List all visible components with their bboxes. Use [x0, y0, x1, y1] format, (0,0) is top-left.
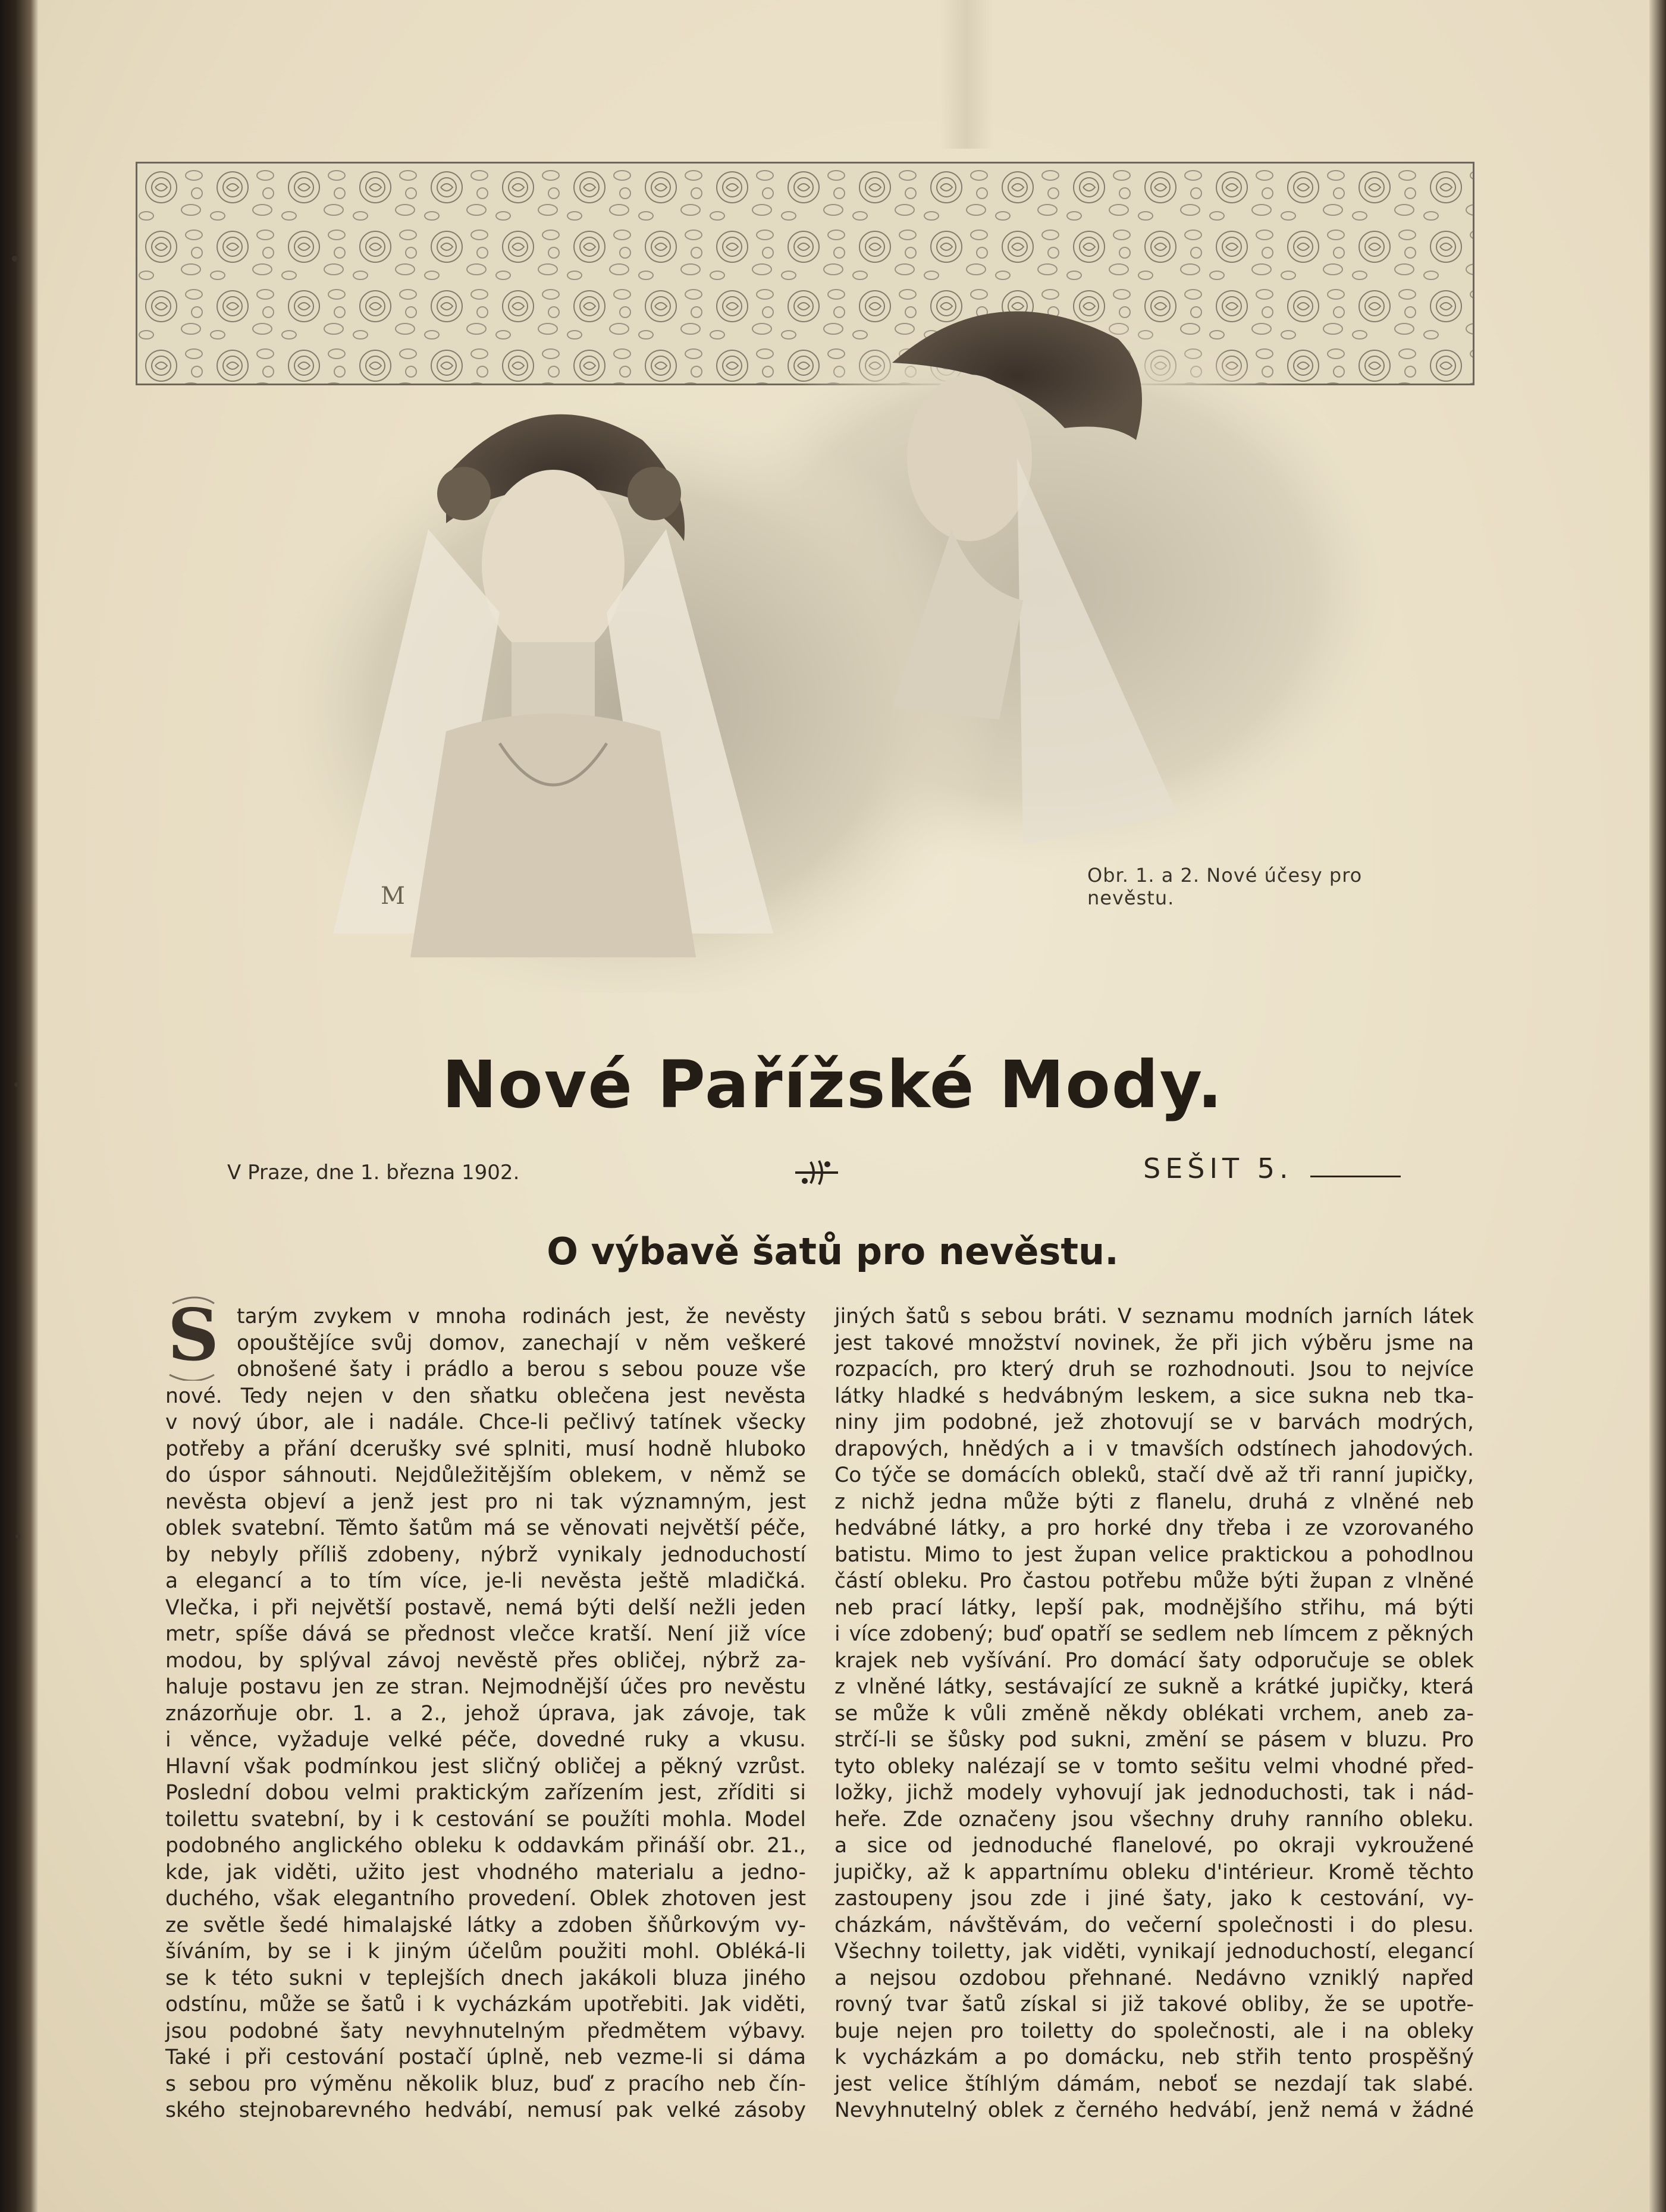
text-line: podobného anglického obleku k oddavkám přináší obr. 21., — [165, 1834, 806, 1858]
text-line: neb prací látky, lepší pak, modnějšího střihu, má býti — [834, 1595, 1474, 1620]
text-line: Vlečka, i při největší postavě, nemá býti delší nežli jeden — [165, 1595, 806, 1620]
text-line: niny jim podobné, jež zhotovují se v barvách modrých, — [834, 1410, 1474, 1434]
text-line: duchého, však elegantního provedení. Oblek zhotoven jest — [165, 1887, 806, 1911]
text-line: opouštějíce svůj domov, zanechají v něm veškeré — [237, 1331, 806, 1355]
text-line: rozpacích, pro který druh se rozhodnouti. Jsou to nejvíce — [834, 1358, 1474, 1381]
text-line: jupičky, až k appartnímu obleku d'intérieur. Kromě těchto — [834, 1860, 1474, 1884]
text-line: i více zdobený; buď opatří se sedlem neb límcem z pěkných — [834, 1622, 1474, 1646]
text-line: se k této sukni v teplejších dnech jakákoli bluza jiného — [165, 1966, 806, 1990]
text-line: ložky, jichž modely vyhovují jak jednoduchosti, tak i nád- — [834, 1781, 1474, 1805]
text-line: heře. Zde označeny jsou všechny druhy ranního obleku. — [834, 1807, 1474, 1831]
binding-hole — [12, 256, 18, 262]
article-column-left — [165, 1303, 806, 2124]
text-line: Co týče se domácích obleků, stačí dvě až tři ranní jupičky, — [834, 1463, 1474, 1487]
text-line: nové. Tedy nejen v den sňatku oblečena jest nevěsta — [165, 1384, 806, 1408]
dropcap-letter: S — [167, 1293, 219, 1377]
figure-caption: Obr. 1. a 2. Nové účesy pro nevěstu. — [1087, 864, 1363, 909]
text-line: Také i při cestování postačí úplně, neb vezme-li si dáma — [165, 2046, 806, 2069]
text-line: Hlavní však podmínkou jest sličný obličej a pěkný vzrůst. — [165, 1754, 806, 1779]
text-line: do úspor sáhnouti. Nejdůležitějším oblekem, v němž se — [165, 1463, 806, 1487]
text-line: ského stejnobarevného hedvábí, nemusí pak velké zásoby — [165, 2098, 806, 2122]
page-edge — [1649, 0, 1666, 2212]
text-line: a sice od jednoduché flanelové, po okraji vykroužené — [834, 1834, 1474, 1858]
text-line: by nebyly příliš zdobeny, nýbrž vynikaly jednoduchostí — [165, 1542, 806, 1567]
text-line: se může k vůli změně někdy oblékati vrchem, aneb za- — [834, 1701, 1474, 1726]
text-line: znázorňuje obr. 1. a 2., jehož úprava, jak závoje, tak — [165, 1701, 806, 1726]
artist-monogram: M — [381, 882, 405, 910]
text-line: krajek neb vyšívání. Pro domácí šaty odporučuje se oblek — [834, 1648, 1474, 1673]
article-title: O výbavě šatů pro nevěstu. — [547, 1230, 1119, 1273]
text-line: i věnce, vyžaduje velké péče, dovedné ruky a vkusu. — [165, 1728, 806, 1752]
text-line: kde, jak viděti, užito jest vhodného materialu a jedno- — [165, 1860, 806, 1884]
text-line: látky hladké s hedvábným leskem, a sice sukna neb tka- — [834, 1384, 1474, 1408]
text-line: Všechny toiletty, jak viděti, vynikají jednoduchostí, elegancí — [834, 1940, 1474, 1963]
text-line: částí obleku. Pro častou potřebu může býti župan z vlněné — [834, 1569, 1474, 1593]
fleuron-ornament-icon — [793, 1156, 840, 1189]
text-line: buje nejen pro toiletty do společnosti, ale i na obleky — [834, 2019, 1474, 2043]
text-line: metr, spíše dává se přednost vlečce kratší. Není již více — [165, 1622, 806, 1646]
text-line: nevěsta objeví a jenž jest pro ni tak významným, jest — [165, 1490, 806, 1514]
text-line: šíváním, by se i k jiným účelům použiti mohl. Obléká-li — [165, 1940, 806, 1963]
text-line: haluje postavu jen ze stran. Nejmodnější účes pro nevěstu — [165, 1675, 806, 1699]
text-line: jiných šatů s sebou bráti. V seznamu modních jarních látek — [834, 1305, 1474, 1328]
text-line: a elegancí a to tím více, je-li nevěsta ještě mladičká. — [165, 1569, 806, 1593]
dateline: V Praze, dne 1. března 1902. — [227, 1161, 520, 1184]
text-line: s sebou pro výměnu několik bluz, buď z pracího neb čín- — [165, 2072, 806, 2096]
text-line: jest takové množství novinek, že při jich výběru jsme na — [834, 1331, 1474, 1355]
paper-tab-shadow — [940, 0, 993, 149]
text-line: z vlněné látky, sestávající ze sukně a krátké jupičky, která — [834, 1675, 1474, 1699]
text-line: ze světle šedé himalajské látky a zdoben šňůrkovým vy- — [165, 1913, 806, 1937]
binding-hole — [14, 1082, 19, 1087]
masthead-title: Nové Pařížské Mody. — [442, 1047, 1223, 1123]
text-line: odstínu, může se šatů i k vycházkám upotřebiti. Jak viděti, — [165, 1993, 806, 2016]
issue-rule — [1310, 1176, 1401, 1177]
issue-number: SEŠIT 5. — [1143, 1152, 1293, 1184]
text-line: z nichž jedna může býti z flanelu, druhá z vlněné neb — [834, 1490, 1474, 1514]
text-line: rovný tvar šatů získal si již takové obliby, že se upotře- — [834, 1993, 1474, 2016]
text-line: tarým zvykem v mnoha rodinách jest, že nevěsty — [237, 1305, 806, 1328]
text-line: Poslední dobou velmi praktickým zařízením jest, zříditi si — [165, 1781, 806, 1805]
text-line: strčí-li se šůsky pod sukni, změní se pásem v bluzu. Pro — [834, 1728, 1474, 1752]
text-line: tyto obleky nalézají se v tomto sešitu velmi vhodné před- — [834, 1754, 1474, 1779]
binding-hole — [15, 1534, 20, 1539]
text-line: oblek svatební. Těmto šatům má se věnovati největší péče, — [165, 1516, 806, 1540]
text-line: jest velice štíhlým dámám, neboť se nezdají tak slabé. — [834, 2072, 1474, 2096]
text-line: cházkám, návštěvám, do večerní společnosti i do plesu. — [834, 1913, 1474, 1937]
text-line: zastoupeny jsou zde i jiné šaty, jako k cestování, vy- — [834, 1887, 1474, 1911]
text-line: potřeby a přání dcerušky své splniti, musí hodně hluboko — [165, 1437, 806, 1461]
text-line: hedvábné látky, a pro horké dny třeba i ze vzorovaného — [834, 1516, 1474, 1540]
text-line: batistu. Mimo to jest župan velice praktickou a pohodlnou — [834, 1542, 1474, 1567]
text-line: Nevyhnutelný oblek z černého hedvábí, jenž nemá v žádné — [834, 2098, 1474, 2122]
text-line: toilettu svatební, by i k cestování se použíti mohla. Model — [165, 1807, 806, 1831]
text-line: drapových, hnědých a i v tmavších odstínech jahodových. — [834, 1437, 1474, 1461]
text-line: obnošené šaty i prádlo a berou s sebou pouze vše — [237, 1358, 806, 1381]
book-binding — [0, 0, 38, 2212]
text-line: k vycházkám a po domácku, neb střih tento prospěšný — [834, 2046, 1474, 2069]
text-line: v nový úbor, ale i nadále. Chce-li pečlivý tatínek všecky — [165, 1410, 806, 1434]
text-line: modou, by splýval závoj nevěstě přes obličej, nýbrž za- — [165, 1648, 806, 1673]
text-line: a nejsou ozdobou přehnané. Nedávno vzniklý napřed — [834, 1966, 1474, 1990]
text-line: jsou podobné šaty nevyhnutelným předmětem výbavy. — [165, 2019, 806, 2043]
article-column-right — [834, 1303, 1474, 2124]
